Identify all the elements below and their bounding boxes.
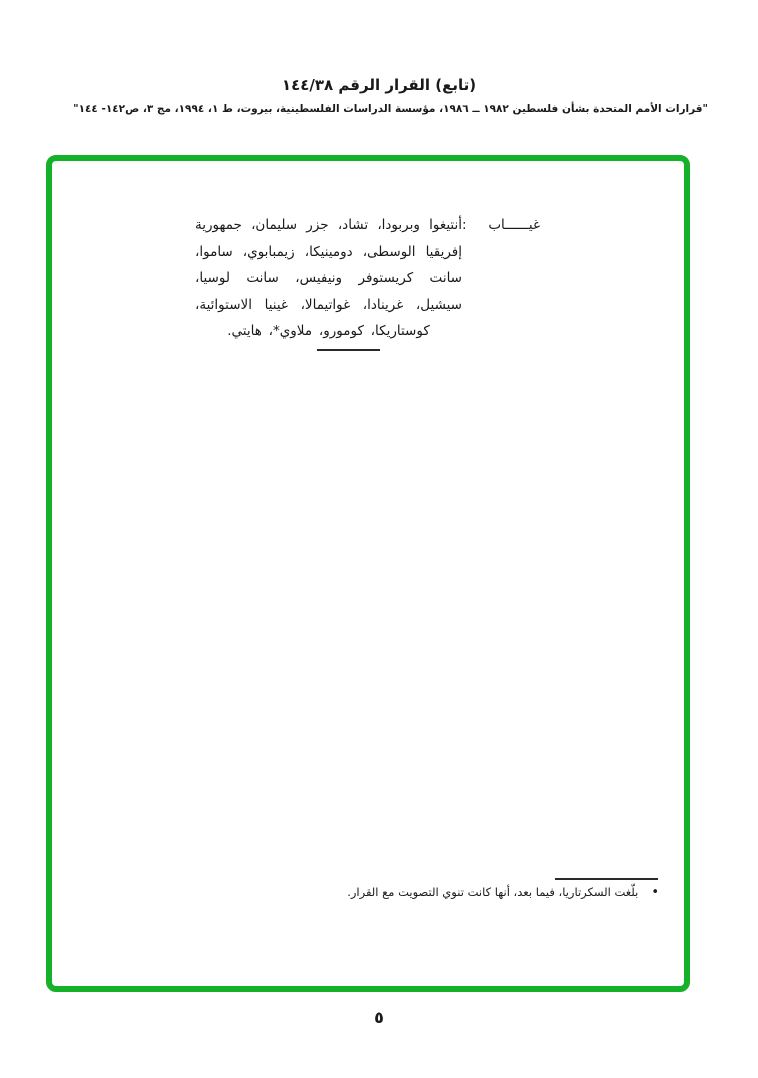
absence-label-cell (462, 212, 540, 345)
section-divider (317, 349, 380, 351)
absence-country-list: أنتيغوا وبربودا، تشاد، جزر سليمان، جمهورية إفريقيا الوسطى، دومينيكا، زيمبابوي، ساموا، سانت كريستوفر ونيفيس، سانت لوسيا، سيشيل، غرينادا، غواتيمالا، غينيا الاستوائية، كوستاريكا، كومورو، ملاوي*، هايتي. (195, 217, 462, 339)
footnote-text: بلّغت السكرتاريا، فيما بعد، أنها كانت تنوي التصويت مع القرار. (347, 885, 639, 899)
footnote-divider (555, 878, 658, 880)
colon-separator: : (462, 217, 467, 233)
footnote-bullet: • (651, 884, 659, 900)
source-citation: "قرارات الأمم المتحدة بشأن فلسطين ١٩٨٢ ــ ١٩٨٦، مؤسسة الدراسات الفلسطينية، بيروت، ط ١، ١٩٩٤، مج ٣، ص١٤٢- ١٤٤" (73, 103, 708, 115)
absence-label: غيــــــاب (488, 217, 540, 233)
footnote (347, 885, 659, 899)
page-number: ٥ (374, 1008, 384, 1027)
continuation-title: (تابع) القرار الرقم ٣٨‏/‏١٤٤ (281, 76, 477, 94)
absence-paragraph (195, 212, 540, 345)
